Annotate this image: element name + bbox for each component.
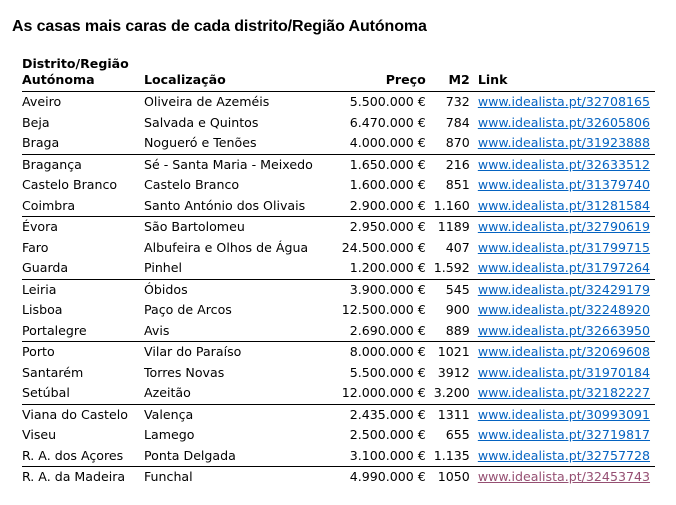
cell-m2: 889	[445, 322, 470, 338]
cell-m2: 1.160	[433, 197, 470, 213]
cell-district: Beja	[22, 114, 50, 130]
cell-link	[470, 217, 655, 238]
cell-link	[470, 154, 655, 175]
cell-district: Viana do Castelo	[22, 404, 144, 425]
cell-m2: 1050	[426, 467, 470, 488]
cell-link	[470, 425, 655, 446]
cell-link	[470, 279, 655, 300]
table-row	[22, 196, 655, 217]
cell-location: Oliveira de Azeméis	[144, 94, 270, 110]
cell-m2: 1021	[426, 342, 470, 363]
cell-link	[470, 342, 655, 363]
cell-link	[470, 113, 655, 134]
cell-district: Castelo Branco	[22, 177, 118, 193]
listing-link[interactable]: www.idealista.pt/31970184	[477, 364, 651, 380]
cell-price: 4.000.000 €	[349, 135, 426, 151]
cell-district: Portalegre	[22, 322, 87, 338]
cell-district: Évora	[22, 217, 144, 238]
table-row	[22, 342, 655, 363]
table-row	[22, 258, 655, 279]
cell-district: Santarém	[22, 364, 84, 380]
cell-district: R. A. da Madeira	[22, 467, 144, 488]
houses-table	[22, 56, 655, 488]
listing-link[interactable]: www.idealista.pt/32633512	[477, 156, 651, 172]
cell-price: 1.600.000 €	[349, 177, 426, 193]
cell-location: São Bartolomeu	[144, 217, 313, 238]
table-row	[22, 467, 655, 488]
cell-location: Funchal	[144, 467, 313, 488]
cell-district: Porto	[22, 342, 144, 363]
listing-link[interactable]: www.idealista.pt/32453743	[477, 469, 651, 485]
cell-location: Azeitão	[144, 385, 191, 401]
cell-link	[470, 383, 655, 404]
cell-link	[470, 92, 655, 113]
listing-link[interactable]: www.idealista.pt/32790619	[477, 219, 651, 235]
cell-price: 6.470.000 €	[349, 114, 426, 130]
cell-district: Leiria	[22, 279, 144, 300]
listing-link[interactable]: www.idealista.pt/32605806	[477, 114, 651, 130]
cell-m2: 3912	[437, 364, 470, 380]
cell-price: 24.500.000 €	[341, 239, 426, 255]
cell-link	[470, 404, 655, 425]
listing-link[interactable]: www.idealista.pt/31923888	[477, 135, 651, 151]
cell-link	[470, 321, 655, 342]
listing-link[interactable]: www.idealista.pt/32248920	[477, 302, 651, 318]
cell-price: 1.200.000 €	[349, 260, 426, 276]
cell-m2: 1189	[426, 217, 470, 238]
cell-m2: 655	[445, 427, 470, 443]
cell-price: 4.990.000 €	[313, 467, 426, 488]
cell-m2: 407	[445, 239, 470, 255]
table-body	[22, 92, 655, 488]
listing-link[interactable]: www.idealista.pt/31797264	[477, 260, 651, 276]
cell-location: Óbidos	[144, 279, 313, 300]
cell-district: Braga	[22, 135, 60, 151]
table-row	[22, 300, 655, 321]
cell-link	[470, 175, 655, 196]
cell-price: 2.950.000 €	[313, 217, 426, 238]
cell-location: Santo António dos Olivais	[144, 197, 306, 213]
cell-location: Castelo Branco	[144, 177, 240, 193]
cell-district: Aveiro	[22, 94, 62, 110]
cell-price: 8.000.000 €	[313, 342, 426, 363]
cell-price: 5.500.000 €	[349, 364, 426, 380]
listing-link[interactable]: www.idealista.pt/31799715	[477, 239, 651, 255]
cell-district: Guarda	[22, 260, 69, 276]
table-row	[22, 321, 655, 342]
page-title: As casas mais caras de cada distrito/Região Autónoma	[12, 18, 427, 35]
listing-link[interactable]: www.idealista.pt/32429179	[477, 281, 651, 297]
header-district: Distrito/Região Autónoma	[22, 56, 144, 92]
cell-location: Ponta Delgada	[144, 447, 236, 463]
cell-location: Albufeira e Olhos de Água	[144, 239, 309, 255]
cell-location: Pinhel	[144, 260, 183, 276]
cell-link	[470, 363, 655, 384]
cell-price: 2.435.000 €	[313, 404, 426, 425]
table-row	[22, 279, 655, 300]
cell-location: Torres Novas	[144, 364, 225, 380]
cell-m2: 216	[426, 154, 470, 175]
table-row	[22, 154, 655, 175]
cell-m2: 1.592	[433, 260, 470, 276]
cell-price: 12.000.000 €	[341, 385, 426, 401]
cell-location: Lamego	[144, 427, 195, 443]
cell-price: 1.650.000 €	[313, 154, 426, 175]
cell-link	[470, 258, 655, 279]
header-price: Preço	[313, 56, 426, 92]
cell-district: R. A. dos Açores	[22, 447, 124, 463]
listing-link[interactable]: www.idealista.pt/32182227	[477, 385, 651, 401]
cell-m2: 851	[445, 177, 470, 193]
cell-m2: 900	[445, 302, 470, 318]
table-row	[22, 363, 655, 384]
cell-district: Bragança	[22, 154, 144, 175]
table-row	[22, 133, 655, 154]
table-header-row	[22, 56, 655, 92]
listing-link[interactable]: www.idealista.pt/32069608	[477, 344, 651, 360]
cell-location: Vilar do Paraíso	[144, 342, 313, 363]
cell-location: Sé - Santa Maria - Meixedo	[144, 154, 313, 175]
listing-link[interactable]: www.idealista.pt/31379740	[477, 177, 651, 193]
cell-price: 3.900.000 €	[313, 279, 426, 300]
cell-link	[470, 446, 655, 467]
listing-link[interactable]: www.idealista.pt/32663950	[477, 322, 651, 338]
cell-price: 2.690.000 €	[349, 322, 426, 338]
table-row	[22, 113, 655, 134]
cell-m2: 3.200	[433, 385, 470, 401]
table-row	[22, 175, 655, 196]
cell-price: 12.500.000 €	[341, 302, 426, 318]
cell-district: Coimbra	[22, 197, 76, 213]
cell-m2: 732	[445, 94, 470, 110]
cell-link	[470, 238, 655, 259]
cell-district: Setúbal	[22, 385, 70, 401]
header-m2: M2	[426, 56, 470, 92]
cell-location: Avis	[144, 322, 170, 338]
table-row	[22, 217, 655, 238]
cell-price: 2.900.000 €	[349, 197, 426, 213]
table-row	[22, 92, 655, 113]
table-row	[22, 446, 655, 467]
cell-m2: 545	[426, 279, 470, 300]
cell-m2: 1311	[426, 404, 470, 425]
cell-location: Paço de Arcos	[144, 302, 232, 318]
cell-district: Faro	[22, 239, 49, 255]
cell-location: Valença	[144, 404, 313, 425]
table-row	[22, 238, 655, 259]
listing-link[interactable]: www.idealista.pt/30993091	[477, 406, 651, 422]
cell-link	[470, 467, 655, 488]
listing-link[interactable]: www.idealista.pt/32708165	[477, 94, 651, 110]
cell-link	[470, 133, 655, 154]
cell-link	[470, 300, 655, 321]
cell-m2: 1.135	[433, 447, 470, 463]
cell-price: 3.100.000 €	[349, 447, 426, 463]
listing-link[interactable]: www.idealista.pt/31281584	[477, 197, 651, 213]
cell-link	[470, 196, 655, 217]
table-row	[22, 425, 655, 446]
cell-location: Nogueró e Tenões	[144, 135, 257, 151]
cell-district: Lisboa	[22, 302, 63, 318]
cell-price: 2.500.000 €	[349, 427, 426, 443]
cell-location: Salvada e Quintos	[144, 114, 259, 130]
cell-m2: 870	[445, 135, 470, 151]
cell-district: Viseu	[22, 427, 57, 443]
header-link: Link	[470, 56, 655, 92]
table-row	[22, 404, 655, 425]
listing-link[interactable]: www.idealista.pt/32719817	[477, 427, 651, 443]
listing-link[interactable]: www.idealista.pt/32757728	[477, 447, 651, 463]
table-row	[22, 383, 655, 404]
cell-price: 5.500.000 €	[349, 94, 426, 110]
header-location: Localização	[144, 56, 313, 92]
cell-m2: 784	[445, 114, 470, 130]
